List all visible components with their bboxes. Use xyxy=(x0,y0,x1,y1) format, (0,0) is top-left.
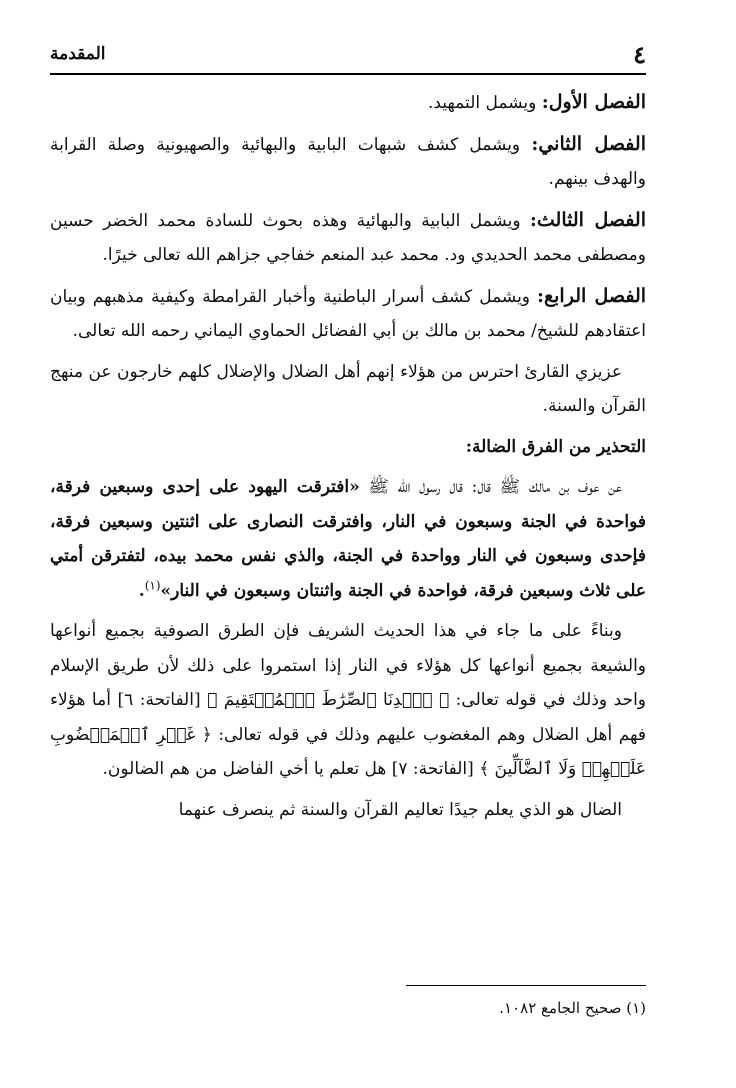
paragraph-text: وبناءً على ما جاء في هذا الحديث الشريف فإن الطرق الصوفية بجميع أنواعها والشيعة بجميع أنواعها كل هؤلاء في النار إذا استمروا على ذلك لأن طريق الإسلام واحد وذلك في قوله تعالى: xyxy=(50,621,646,710)
chapter-label: الفصل الأول: xyxy=(541,91,646,113)
chapter-2-paragraph xyxy=(50,127,646,197)
footnote-separator xyxy=(406,985,646,986)
sufi-paragraph xyxy=(50,614,646,787)
footnote-reference: (١) xyxy=(144,577,161,592)
section-title: المقدمة xyxy=(50,44,106,64)
chapter-3-paragraph xyxy=(50,203,646,273)
verse-citation: [الفاتحة: ٦] xyxy=(110,690,208,710)
chapter-label: الفصل الثالث: xyxy=(529,208,646,231)
quran-verse: ﴿ ٱهۡدِنَا ٱلصِّرَٰطَ ٱلۡمُسۡتَقِيمَ ﴾ xyxy=(207,690,450,710)
quran-verse: ﴿ غَيۡرِ ٱلۡمَغۡضُوبِ عَلَيۡهِمۡ وَلَا ٱلضَّآلِّينَ ﴾ xyxy=(50,724,646,779)
paragraph-text: هل تعلم يا أخي الفاضل من هم الضالون. xyxy=(102,759,387,779)
chapter-1-paragraph xyxy=(50,85,646,121)
hadith-paragraph xyxy=(50,470,646,608)
chapter-description: ويشمل كشف شبهات البابية والبهائية والصهيونية وصلة القرابة والهدف بينهم. xyxy=(50,134,646,189)
hadith-text: «افترقت اليهود على إحدى وسبعين فرقة، فواحدة في الجنة وسبعون في النار، وافترقت النصارى على اثنتين وسبعين فرقة، فإحدى وسبعون في النار وواحدة في الجنة، والذي نفس محمد بيده، لتفترقن أمتي على ثلاث وسبعين فرقة، فواحدة في الجنة واثنتان وسبعون في النار» xyxy=(50,477,646,601)
section-subheading: التحذير من الفرق الضالة: xyxy=(465,436,646,457)
footnote: (١) صحيح الجامع ١٠٨٢. xyxy=(499,999,646,1017)
page-body xyxy=(50,85,646,833)
running-header xyxy=(50,36,646,76)
hadith-end: . xyxy=(138,580,145,601)
verse-citation: [الفاتحة: ٧] xyxy=(386,759,480,779)
hadith-intro: عن عوف بن مالك ﷺ قال: قال رسول الله ﷺ xyxy=(359,477,622,497)
header-rule xyxy=(50,73,646,75)
chapter-description: ويشمل كشف أسرار الباطنية وأخبار القرامطة وكيفية مذهبهم وبيان اعتقادهم للشيخ/ محمد بن مالك بن أبي الفضائل الحماوي اليماني رحمه الله تعالى. xyxy=(50,286,646,341)
document-page xyxy=(50,0,646,1088)
chapter-description: ويشمل البابية والبهائية وهذه بحوث للسادة محمد الخضر حسين ومصطفى محمد الحديدي ود. محمد عبد المنعم خفاجي جزاهم الله تعالى خيرًا. xyxy=(50,210,646,265)
chapter-label: الفصل الرابع: xyxy=(537,284,647,307)
chapter-4-paragraph xyxy=(50,279,646,349)
paragraph-text: أما هؤلاء فهم أهل الضلال وهم المغضوب عليهم وذلك في قوله تعالى: xyxy=(50,690,646,745)
last-paragraph: الضال هو الذي يعلم جيدًا تعاليم القرآن والسنة ثم ينصرف عنهما xyxy=(178,799,622,820)
page-number: ٤ xyxy=(633,40,646,69)
warning-paragraph: عزيزي القارئ احترس من هؤلاء إنهم أهل الضلال والإضلال كلهم خارجون عن منهج القرآن والسنة. xyxy=(50,361,646,416)
chapter-description: ويشمل التمهيد. xyxy=(427,93,542,113)
chapter-label: الفصل الثاني: xyxy=(531,132,646,155)
